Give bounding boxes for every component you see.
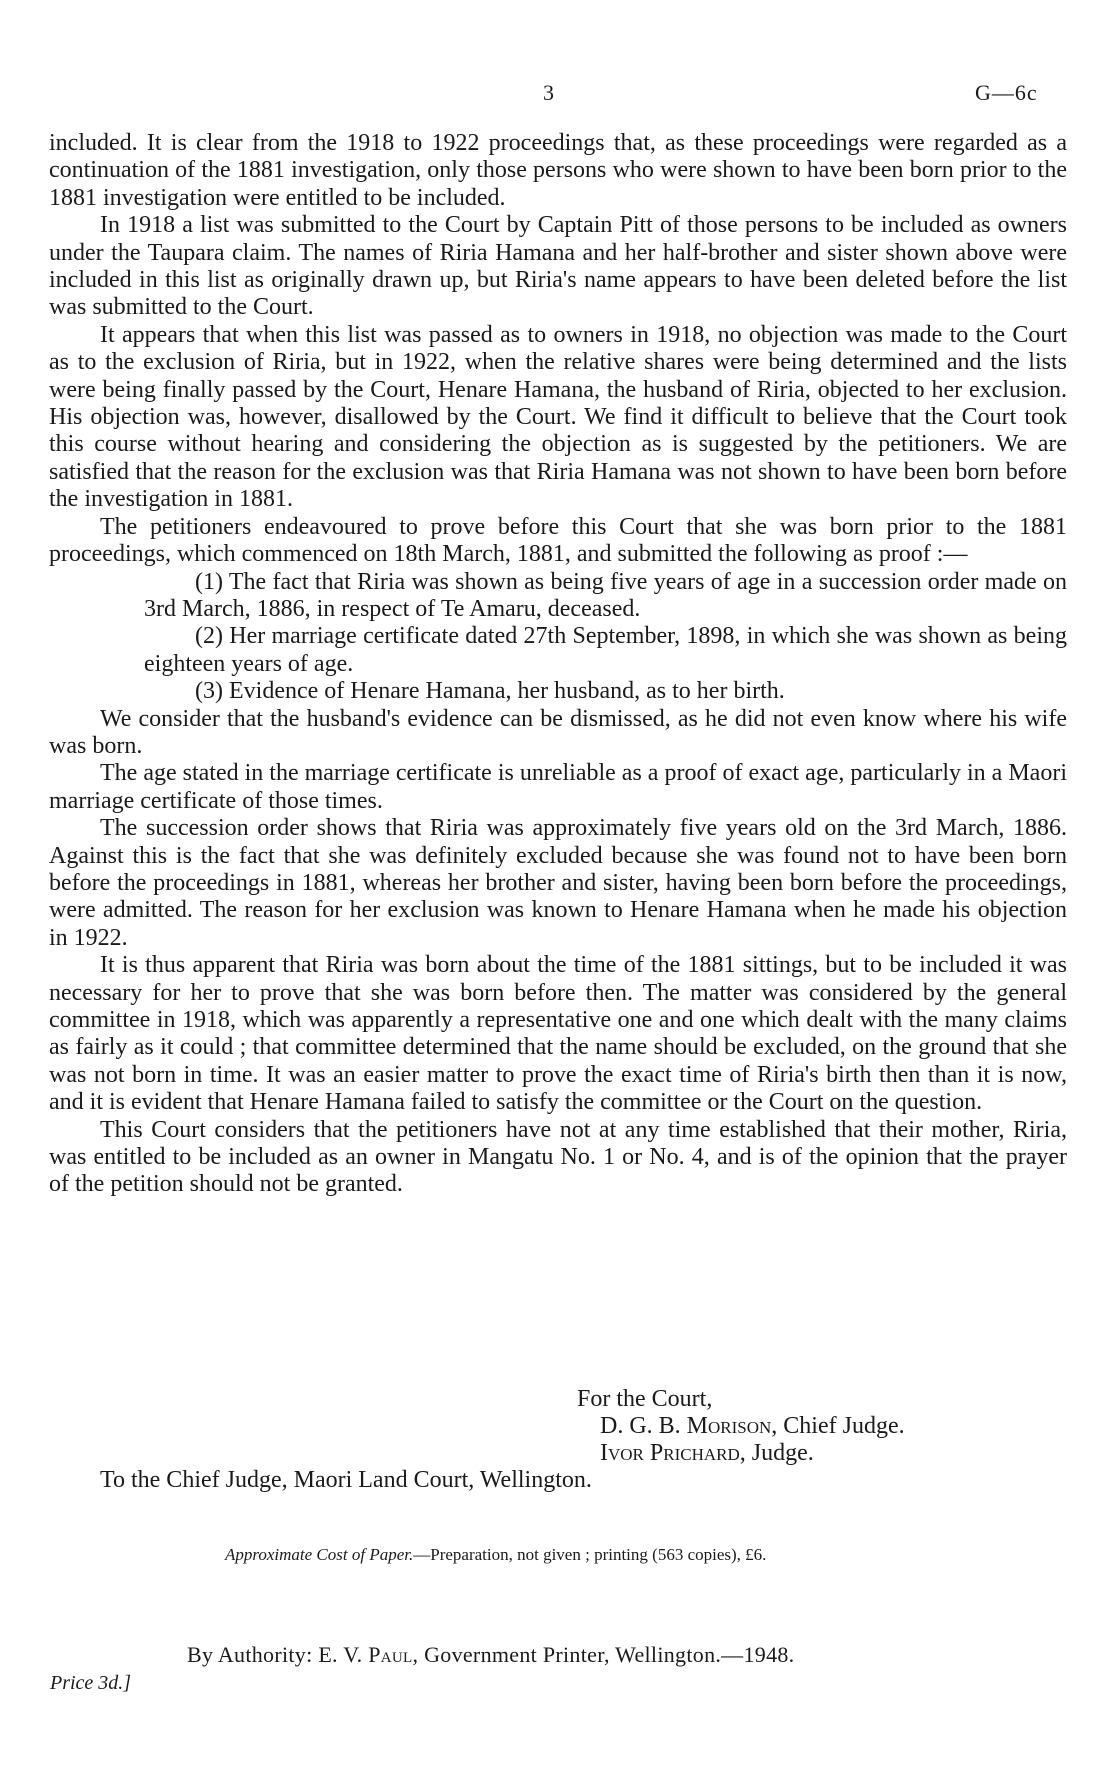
cost-note (225, 1545, 766, 1565)
paragraph: It appears that when this list was passed as to owners in 1918, no objection was made to the Court as to the exclusion of Riria, but in 1922, when the relative shares were being determined and the lists were being finally passed by the Court, Henare Hamana, the husband of Riria, objected to her exclusion. His objection was, however, disallowed by the Court. We find it difficult to believe that the Court took this course without hearing and considering the objection as is suggested by the petitioners. We are satisfied that the reason for the exclusion was that Riria Hamana was not shown to have been born before the investigation in 1881. (49, 321, 1067, 513)
document-body (49, 130, 1067, 1199)
judge-first-name: Ivor (600, 1440, 650, 1466)
signature-chief-judge (577, 1413, 905, 1440)
paragraph: We consider that the husband's evidence can be dismissed, as he did not even know where his wife was born. (49, 705, 1067, 759)
proof-list-item: (3) Evidence of Henare Hamana, her husband, as to her birth. (195, 678, 785, 705)
cost-note-text: —Preparation, not given ; printing (563 copies), £6. (413, 1545, 767, 1564)
cost-note-label: Approximate Cost of Paper. (225, 1545, 414, 1564)
proof-list-item: (1) The fact that Riria was shown as being five years of age in a succession order made on 3rd March, 1886, in respect of Te Amaru, deceased. (144, 568, 1067, 622)
authority-suffix: , Government Printer, Wellington.—1948. (412, 1642, 795, 1667)
signature-for-court: For the Court, (577, 1386, 713, 1412)
document-code: G—6c (975, 80, 1038, 105)
judge-title: , Chief Judge. (771, 1413, 905, 1439)
addressee-line: To the Chief Judge, Maori Land Court, Wellington. (100, 1467, 592, 1493)
printer-name: Paul (368, 1642, 413, 1667)
proof-list-item: (2) Her marriage certificate dated 27th September, 1898, in which she was shown as being eighteen years of age. (144, 623, 1067, 677)
paragraph: The age stated in the marriage certificate is unreliable as a proof of exact age, particularly in a Maori marriage certificate of those times. (49, 760, 1067, 814)
signature-judge (577, 1440, 905, 1467)
page-number: 3 (543, 80, 554, 105)
judge-surname: Morison (686, 1413, 772, 1439)
judge-initials: D. G. B. (600, 1413, 687, 1439)
paragraph: The succession order shows that Riria was approximately five years old on the 3rd March, 1886. Against this is the fact that she was definitely excluded because she was found not to have been born before the proceedings in 1881, whereas her brother and sister, having been born before the proceedings, were admitted. The reason for her exclusion was known to Henare Hamana when he made his objection in 1922. (49, 815, 1067, 951)
signature-block (577, 1386, 905, 1467)
paragraph: It is thus apparent that Riria was born about the time of the 1881 sittings, but to be included it was necessary for her to prove that she was born before then. The matter was considered by the general committee in 1918, which was apparently a representative one and one which dealt with the many claims as fairly as it could ; that committee determined that the name should be excluded, on the ground that she was not born in time. It was an easier matter to prove the exact time of Riria's birth then than it is now, and it is evident that Henare Hamana failed to satisfy the committee or the Court on the question. (49, 952, 1067, 1116)
price-note: Price 3d.] (50, 1672, 132, 1694)
judge-title: , Judge. (739, 1440, 814, 1466)
authority-prefix: By Authority: E. V. (187, 1642, 369, 1667)
paragraph: included. It is clear from the 1918 to 1922 proceedings that, as these proceedings were regarded as a continuation of the 1881 investigation, only those persons who were shown to have been born prior to the 1881 investigation were entitled to be included. (49, 130, 1067, 211)
paragraph: The petitioners endeavoured to prove before this Court that she was born prior to the 1881 proceedings, which commenced on 18th March, 1881, and submitted the following as proof :— (49, 513, 1067, 568)
judge-surname: Prichard (649, 1440, 740, 1466)
paragraph: In 1918 a list was submitted to the Court by Captain Pitt of those persons to be included as owners under the Taupara claim. The names of Riria Hamana and her half-brother and sister shown above were included in this list as originally drawn up, but Riria's name appears to have been deleted before the list was submitted to the Court. (49, 212, 1067, 321)
paragraph: This Court considers that the petitioners have not at any time established that their mother, Riria, was entitled to be included as an owner in Mangatu No. 1 or No. 4, and is of the opinion that the prayer of the petition should not be granted. (49, 1116, 1067, 1198)
authority-line (187, 1642, 794, 1668)
page-header (0, 80, 1114, 110)
